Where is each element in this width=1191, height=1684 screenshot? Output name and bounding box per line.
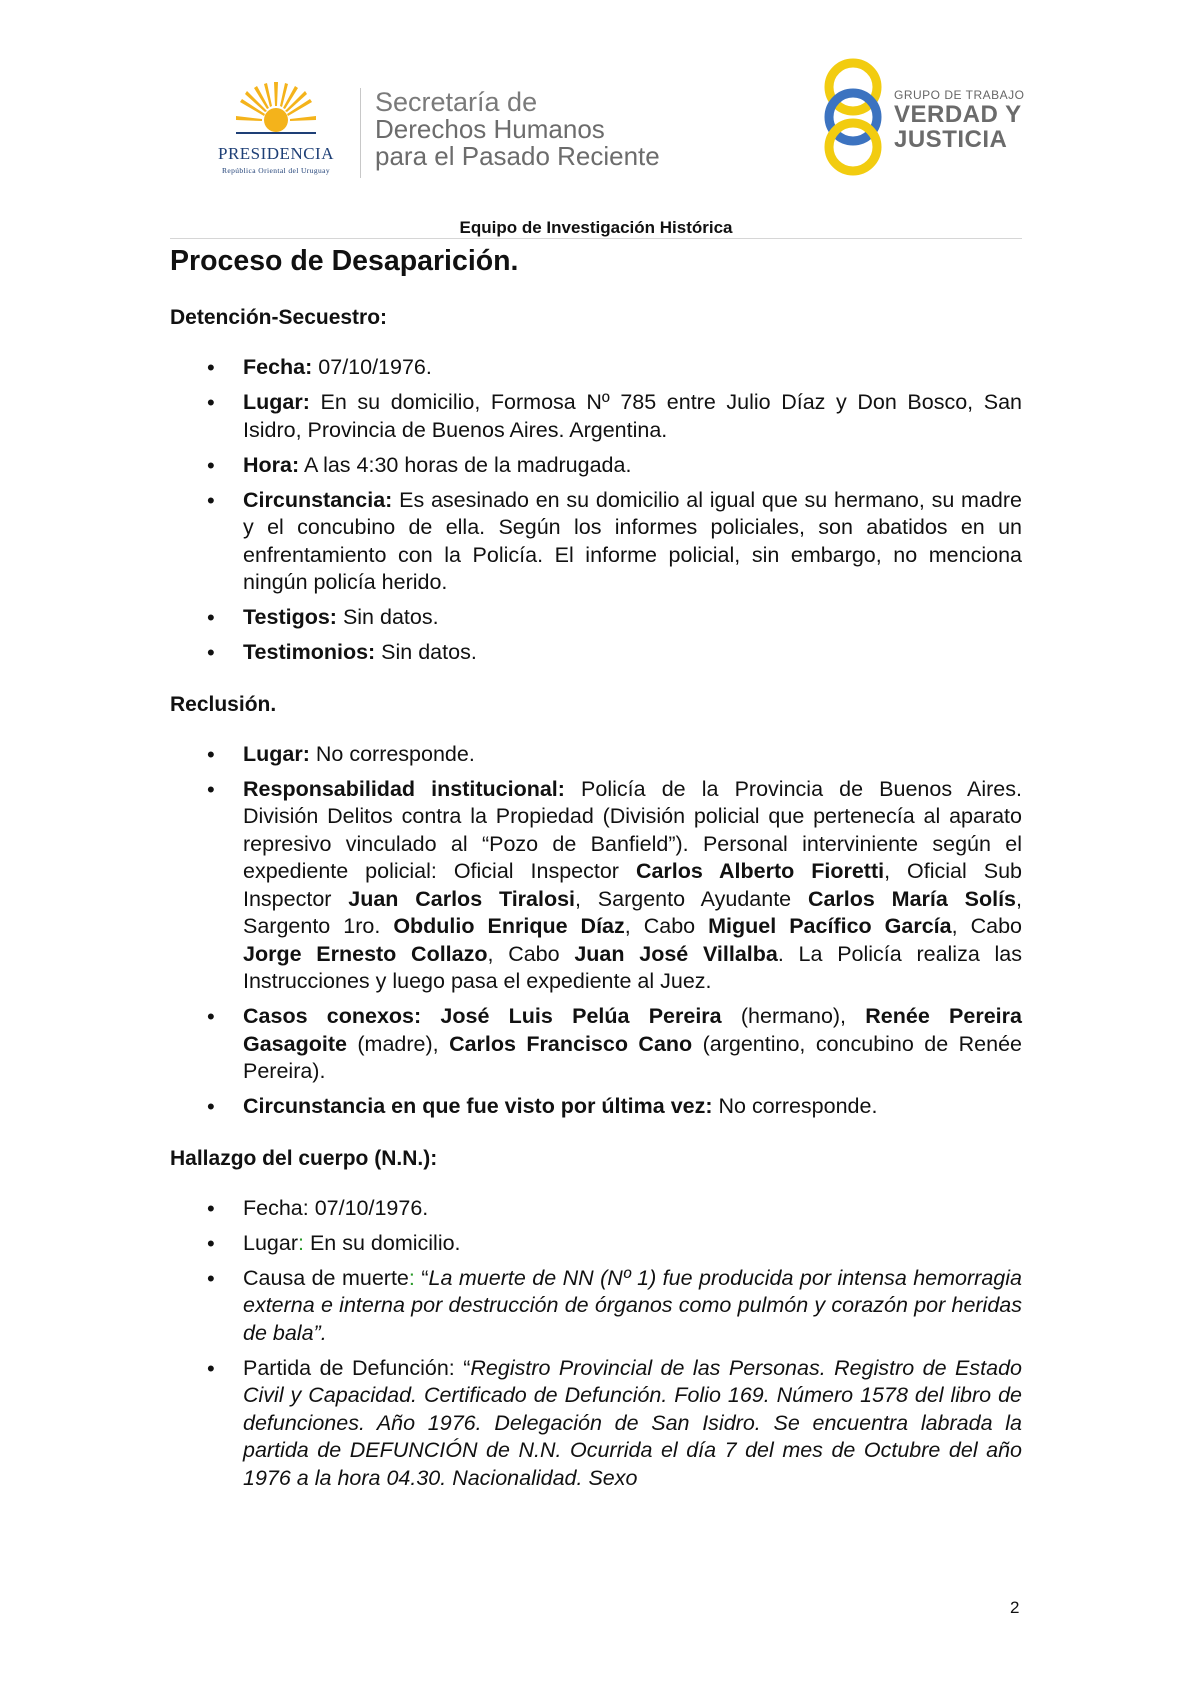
item-text: (hermano), xyxy=(721,1004,866,1028)
person-name: Renée Pereira Gasagoite xyxy=(243,1004,1022,1056)
item-label: Responsabilidad institucional: xyxy=(243,776,565,801)
vyj-caption: GRUPO DE TRABAJO xyxy=(894,88,1025,102)
presidencia-wordmark: PRESIDENCIA xyxy=(217,144,334,163)
page-number: 2 xyxy=(1010,1598,1020,1617)
item-text: , Cabo xyxy=(624,914,709,938)
page-title: Proceso de Desaparición. xyxy=(170,245,519,277)
quote-mark: “ xyxy=(414,1265,429,1290)
item-label: Testimonios: xyxy=(243,640,376,664)
document-body xyxy=(170,242,1022,1500)
quoted-text: La muerte de NN (Nº 1) fue producida por intensa hemorragia externa e interna por destrucción de órganos como pulmón y corazón por heridas de bala”. xyxy=(243,1265,1022,1345)
header-divider xyxy=(360,88,361,178)
section-heading: Hallazgo del cuerpo (N.N.): xyxy=(170,1146,438,1170)
item-label: Hora: xyxy=(243,452,300,477)
person-name: Jorge Ernesto Collazo xyxy=(243,941,488,966)
detencion-list xyxy=(170,354,1022,667)
item-label: Circunstancia en que fue visto por última vez: xyxy=(243,1094,713,1118)
item-text: En su domicilio. xyxy=(303,1230,461,1255)
list-item xyxy=(170,776,1022,996)
list-item xyxy=(170,1003,1022,1086)
page-header xyxy=(0,0,1191,237)
person-name: Carlos Alberto Fioretti xyxy=(635,859,885,883)
list-item xyxy=(170,1093,1022,1121)
list-item xyxy=(170,487,1022,597)
item-text: . La Policía realiza las Instrucciones y luego pasa el expediente al Juez. xyxy=(243,941,1022,993)
header-rule xyxy=(170,238,1022,239)
secretaria-logotype xyxy=(375,89,660,170)
item-text: Policía de la Provincia de Buenos Aires. División Delitos contra la Propiedad (División policial que pertenecía al aparato represivo vinculado al “Pozo de Banfield”). Personal interviniente según el expediente policial: Oficial Inspector xyxy=(243,776,1022,883)
item-colon: : xyxy=(298,1230,304,1255)
item-text: , Cabo xyxy=(951,914,1022,938)
item-label: Lugar xyxy=(243,1230,298,1255)
item-label: Testigos: xyxy=(243,605,337,629)
reclusion-list xyxy=(170,741,1022,1121)
item-text: Sin datos. xyxy=(375,640,477,664)
item-text: En su domicilio, Formosa Nº 785 entre Julio Díaz y Don Bosco, San Isidro, Provincia de Buenos Aires. Argentina. xyxy=(243,390,1022,442)
item-text: Es asesinado en su domicilio al igual que su hermano, su madre y el concubino de ella. Según los informes policiales, son abatidos en un enfrentamiento con la Policía. El informe policial, sin embargo, no menciona ningún policía herido. xyxy=(243,487,1022,594)
section-reclusion xyxy=(170,691,1022,1121)
presidencia-subtitle: República Oriental del Uruguay xyxy=(221,166,330,175)
list-item xyxy=(170,741,1022,769)
item-text: No corresponde. xyxy=(309,741,475,766)
item-text: 07/10/1976. xyxy=(312,355,432,379)
presidencia-logo xyxy=(196,78,356,178)
section-detencion xyxy=(170,304,1022,667)
list-item xyxy=(170,389,1022,444)
secretaria-line-1: Secretaría de xyxy=(375,87,538,117)
list-item xyxy=(170,1195,1022,1223)
person-name: Carlos María Solís xyxy=(807,886,1017,911)
list-item xyxy=(170,1355,1022,1493)
sun-icon xyxy=(236,78,316,140)
list-item xyxy=(170,1230,1022,1258)
team-name: Equipo de Investigación Histórica xyxy=(459,218,733,237)
item-text: Sin datos. xyxy=(336,605,439,629)
item-label: Lugar: xyxy=(243,741,310,766)
quoted-text: Registro Provincial de las Personas. Registro de Estado Civil y Capacidad. Certificado de Defunción. Folio 169. Número 1578 del libro de defunciones. Año 1976. Delegación de San Isidro. Se encuentra labrada la partida de DEFUNCIÓN de N.N. Ocurrida el día 7 del mes de Octubre del año 1976 a la hora 04.30. Nacionalidad. Sexo xyxy=(243,1355,1022,1490)
person-name: Juan Carlos Tiralosi xyxy=(348,886,576,911)
person-name: José Luis Pelúa Pereira xyxy=(421,1004,722,1028)
section-hallazgo xyxy=(170,1145,1022,1493)
item-text: (argentino, concubino de Renée Pereira). xyxy=(243,1031,1022,1083)
hallazgo-list xyxy=(170,1195,1022,1493)
list-item xyxy=(170,639,1022,667)
list-item xyxy=(170,452,1022,480)
item-text: Fecha: 07/10/1976. xyxy=(243,1195,429,1220)
item-label: Causa de muerte xyxy=(243,1265,409,1290)
secretaria-line-3: para el Pasado Reciente xyxy=(375,141,660,171)
item-text: No corresponde. xyxy=(712,1094,878,1118)
vyj-line-2: JUSTICIA xyxy=(894,126,1008,153)
item-label: Fecha: xyxy=(243,355,313,379)
section-heading: Detención-Secuestro: xyxy=(170,306,388,329)
item-text: A las 4:30 horas de la madrugada. xyxy=(299,452,632,477)
item-label: Circunstancia: xyxy=(243,487,393,512)
list-item xyxy=(170,1265,1022,1348)
item-text: , Cabo xyxy=(487,941,575,966)
person-name: Juan José Villalba xyxy=(574,941,778,966)
item-label: Casos conexos: xyxy=(243,1004,422,1028)
person-name: Miguel Pacífico García xyxy=(708,914,952,938)
item-label: Partida de Defunción: xyxy=(243,1355,455,1380)
list-item xyxy=(170,354,1022,382)
item-text: , Sargento Ayudante xyxy=(575,886,808,911)
item-text: , Sargento 1ro. xyxy=(243,886,1022,938)
item-colon: : xyxy=(408,1265,415,1290)
item-text: , Oficial Sub Inspector xyxy=(243,859,1022,911)
rings-icon xyxy=(820,55,886,180)
quote-mark: “ xyxy=(454,1355,471,1380)
verdad-justicia-logo xyxy=(820,55,1040,180)
vyj-line-1: VERDAD Y xyxy=(894,101,1022,128)
person-name: Obdulio Enrique Díaz xyxy=(393,914,625,938)
list-item xyxy=(170,604,1022,632)
person-name: Carlos Francisco Cano xyxy=(449,1031,693,1056)
item-text: (madre), xyxy=(346,1031,450,1056)
item-label: Lugar: xyxy=(243,390,310,414)
section-heading: Reclusión. xyxy=(170,692,277,716)
secretaria-line-2: Derechos Humanos xyxy=(375,114,605,144)
